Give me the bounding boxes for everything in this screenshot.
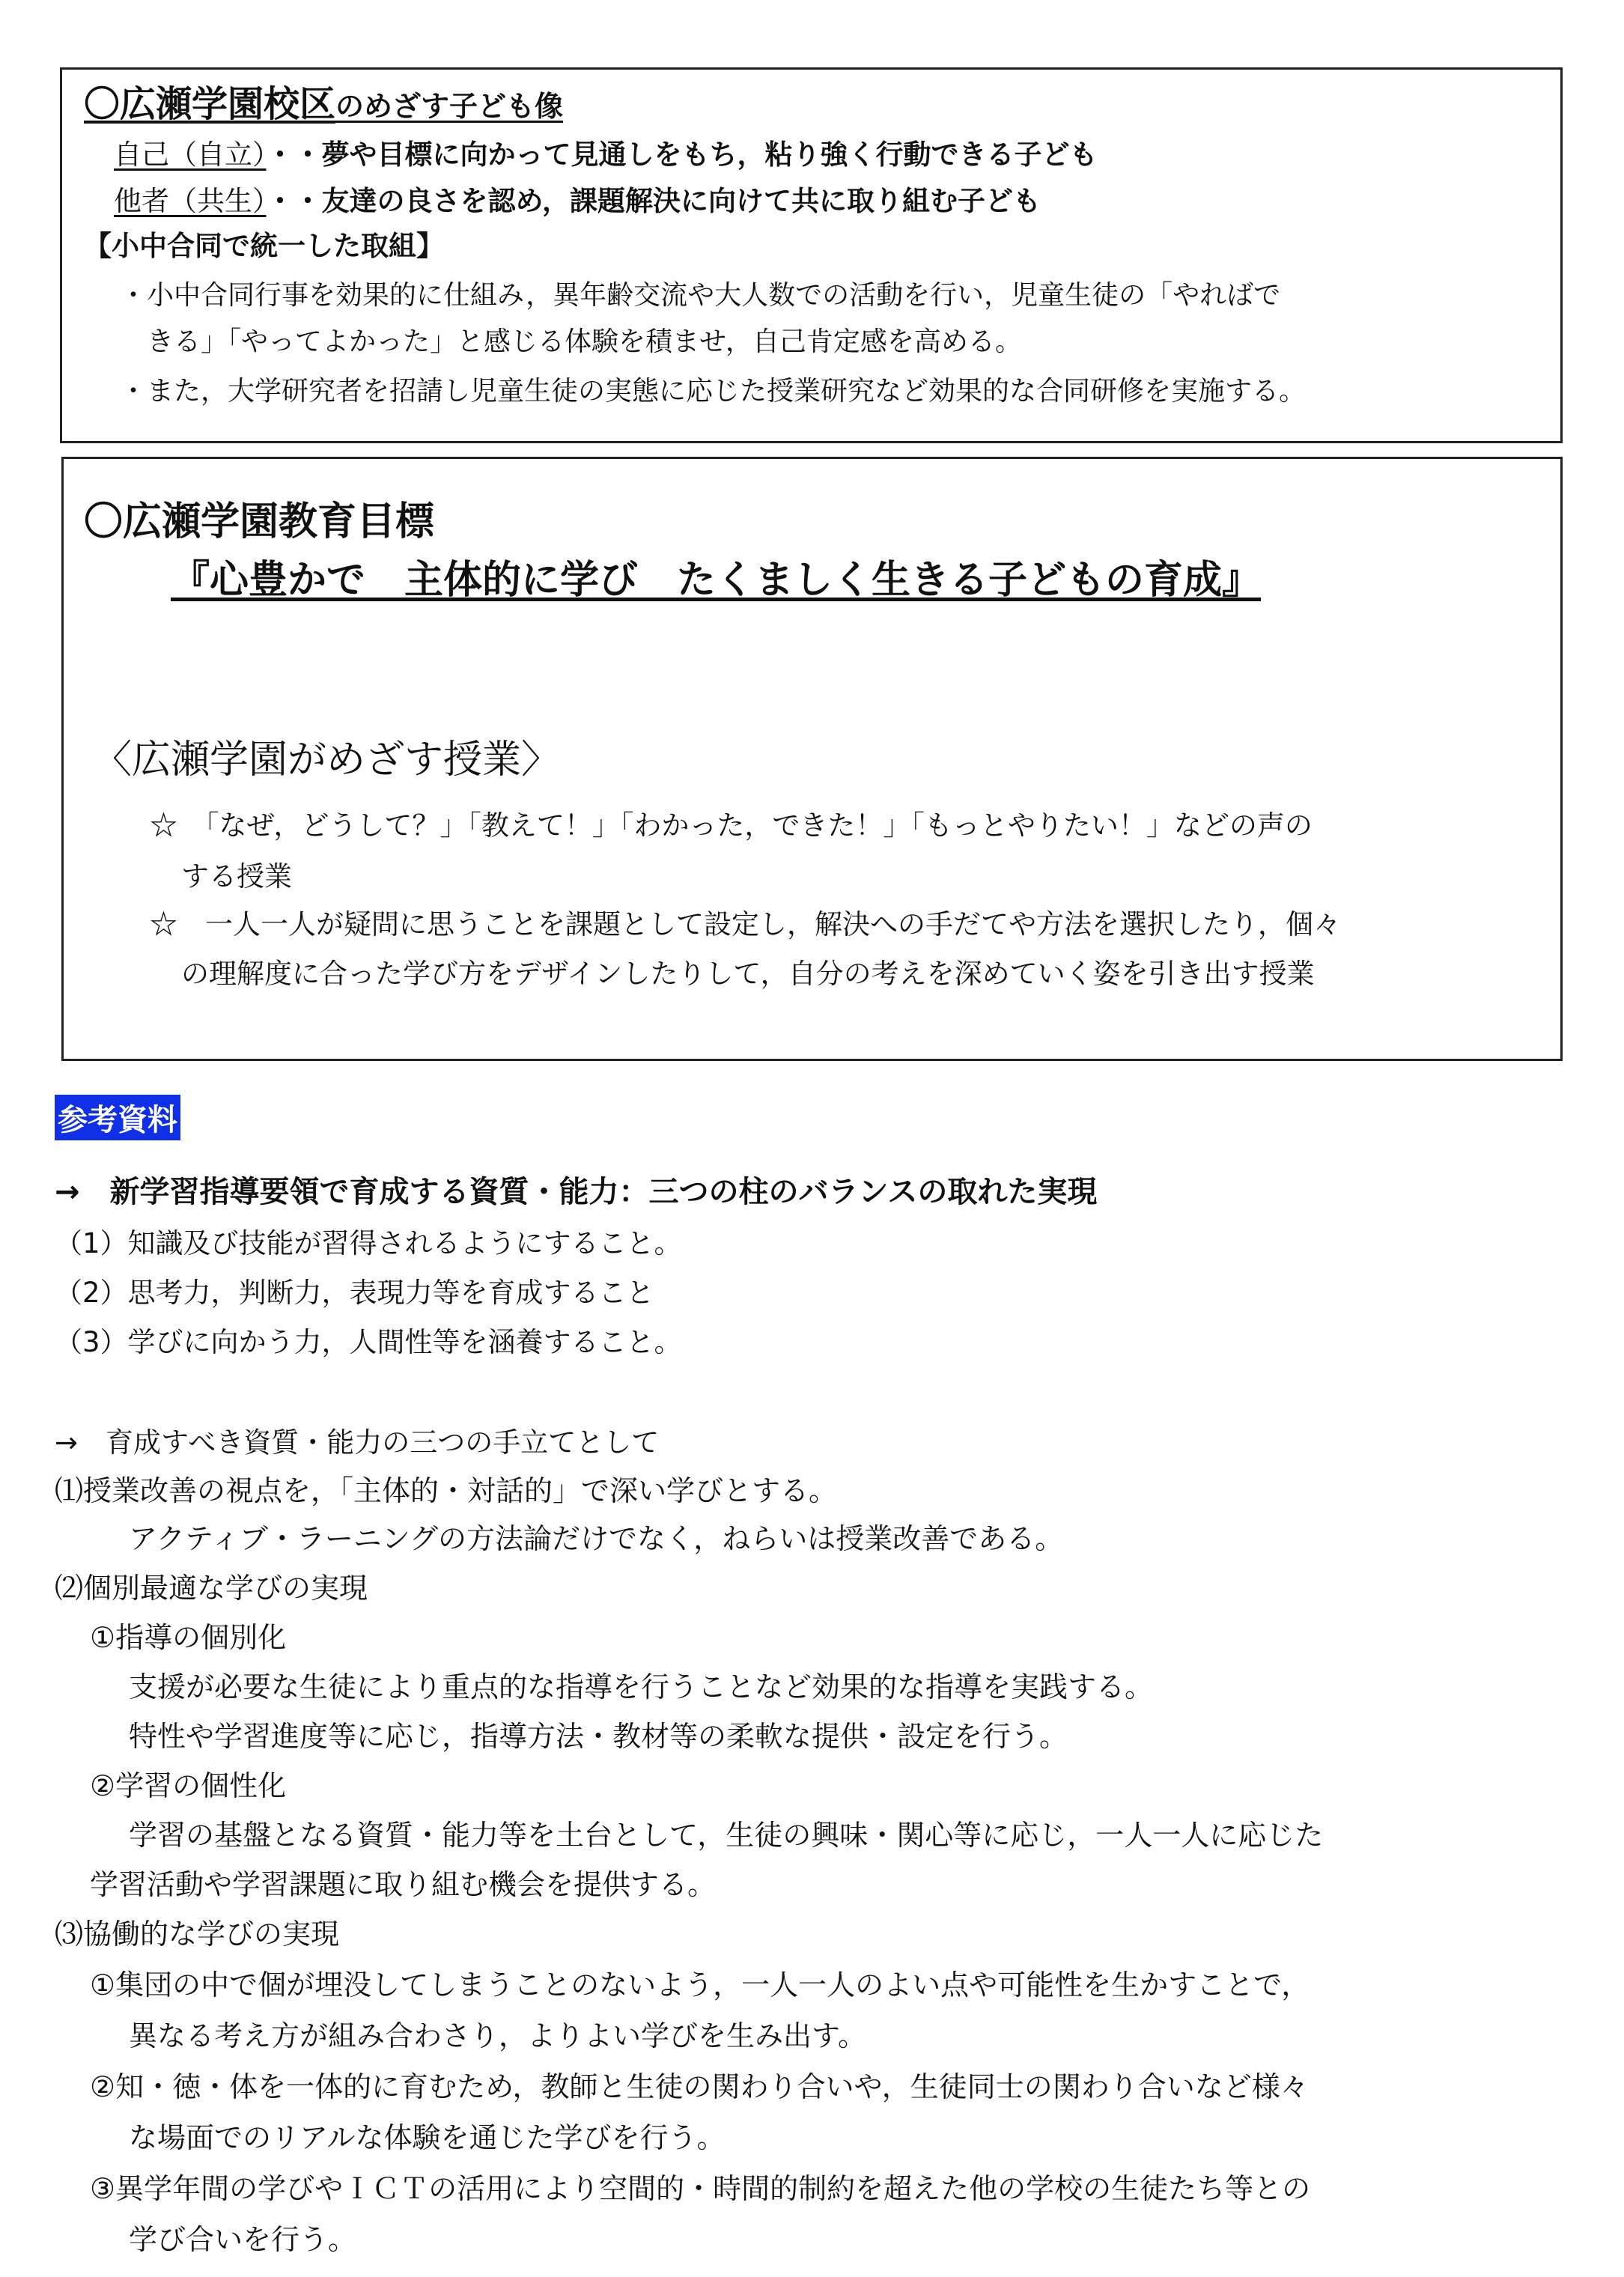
joint-effort-heading: 【小中合同で統一した取組】 <box>84 230 444 262</box>
effort-bullet-1-line-2: きる」「やってよかった」と感じる体験を積ませ，自己肯定感を高める。 <box>147 326 1022 357</box>
lesson-star-1-line-2: する授業 <box>181 860 292 893</box>
box1-title-sub: のめざす子ども像 <box>335 90 564 123</box>
measure-3-a-line-1: ①集団の中で個が埋没してしまうことのないよう，一人一人のよい点や可能性を生かすことで， <box>90 1969 1310 2001</box>
measure-3-b-line-2: な場面でのリアルな体験を通じた学びを行う。 <box>129 2121 726 2154</box>
reference-heading-1: → 新学習指導要領で育成する資質・能力：三つの柱のバランスの取れた実現 <box>55 1175 1098 1209</box>
measure-3: ⑶協働的な学びの実現 <box>55 1918 340 1951</box>
measure-2-b-text-2: 学習活動や学習課題に取り組む機会を提供する。 <box>90 1868 717 1901</box>
self-text: ・・夢や目標に向かって見通しをもち，粘り強く行動できる子ども <box>266 139 1098 171</box>
measure-3-a-line-2: 異なる考え方が組み合わさり，よりよい学びを生み出す。 <box>129 2019 866 2052</box>
reference-badge: 参考資料 <box>55 1095 180 1140</box>
box1-title <box>84 75 563 127</box>
pillar-2: （2）思考力，判断力，表現力等を育成すること <box>55 1277 654 1309</box>
lesson-star-2-line-2: の理解度に合った学び方をデザインしたりして，自分の考えを深めていく姿を引き出す授業 <box>181 958 1315 990</box>
education-goal-statement: 『心豊かで 主体的に学び たくましく生きる子どもの育成』 <box>171 558 1262 603</box>
measure-1-note: アクティブ・ラーニングの方法論だけでなく，ねらいは授業改善である。 <box>129 1522 1064 1555</box>
other-text: ・・友達の良さを認め，課題解決に向けて共に取り組む子ども <box>266 185 1041 217</box>
self-label: 自己（自立） <box>114 139 267 171</box>
effort-bullet-1-line-1: ・小中合同行事を効果的に仕組み，異年齢交流や大人数での活動を行い，児童生徒の「やればで <box>120 280 1281 311</box>
measure-2-a: ①指導の個別化 <box>90 1621 287 1654</box>
self-line <box>114 132 1098 172</box>
box1-title-main: 〇広瀬学園校区 <box>84 83 336 125</box>
measure-2-a-text-2: 特性や学習進度等に応じ，指導方法・教材等の柔軟な提供・設定を行う。 <box>129 1720 1068 1753</box>
lesson-star-2-line-1: ☆ 一人一人が疑問に思うことを課題として設定し，解決への手だてや方法を選択したり，個々 <box>150 908 1341 940</box>
measure-2-b-text-1: 学習の基盤となる資質・能力等を土台として，生徒の興味・関心等に応じ，一人一人に応じた <box>129 1819 1324 1852</box>
measure-1: ⑴授業改善の視点を，「主体的・対話的」で深い学びとする。 <box>55 1474 838 1507</box>
lesson-star-1-line-1: ☆ 「なぜ，どうして？」「教えて！」「わかった，できた！」「もっとやりたい！」などの声の <box>150 809 1313 842</box>
measure-2-a-text-1: 支援が必要な生徒により重点的な指導を行うことなど効果的な指導を実践する。 <box>129 1670 1154 1703</box>
target-lesson-heading: 〈広瀬学園がめざす授業〉 <box>93 738 561 782</box>
reference-heading-2: → 育成すべき資質・能力の三つの手立てとして <box>55 1426 660 1459</box>
effort-bullet-2: ・また，大学研究者を招請し児童生徒の実態に応じた授業研究など効果的な合同研修を実施する。 <box>120 376 1307 407</box>
pillar-3: （3）学びに向かう力，人間性等を涵養すること。 <box>55 1326 682 1358</box>
measure-2-b: ②学習の個性化 <box>90 1769 287 1802</box>
measure-3-b-line-1: ②知・徳・体を一体的に育むため，教師と生徒の関わり合いや，生徒同士の関わり合いなど様々 <box>90 2070 1309 2103</box>
pillar-1: （1）知識及び技能が習得されるようにすること。 <box>55 1227 682 1259</box>
education-goal-title: 〇広瀬学園教育目標 <box>84 499 435 544</box>
measure-3-c-line-1: ③異学年間の学びやＩＣＴの活用により空間的・時間的制約を超えた他の学校の生徒たち等との <box>90 2172 1311 2205</box>
other-line <box>114 178 1041 219</box>
other-label: 他者（共生） <box>114 185 267 217</box>
measure-2: ⑵個別最適な学びの実現 <box>55 1572 368 1605</box>
measure-3-c-line-2: 学び合いを行う。 <box>129 2223 357 2256</box>
